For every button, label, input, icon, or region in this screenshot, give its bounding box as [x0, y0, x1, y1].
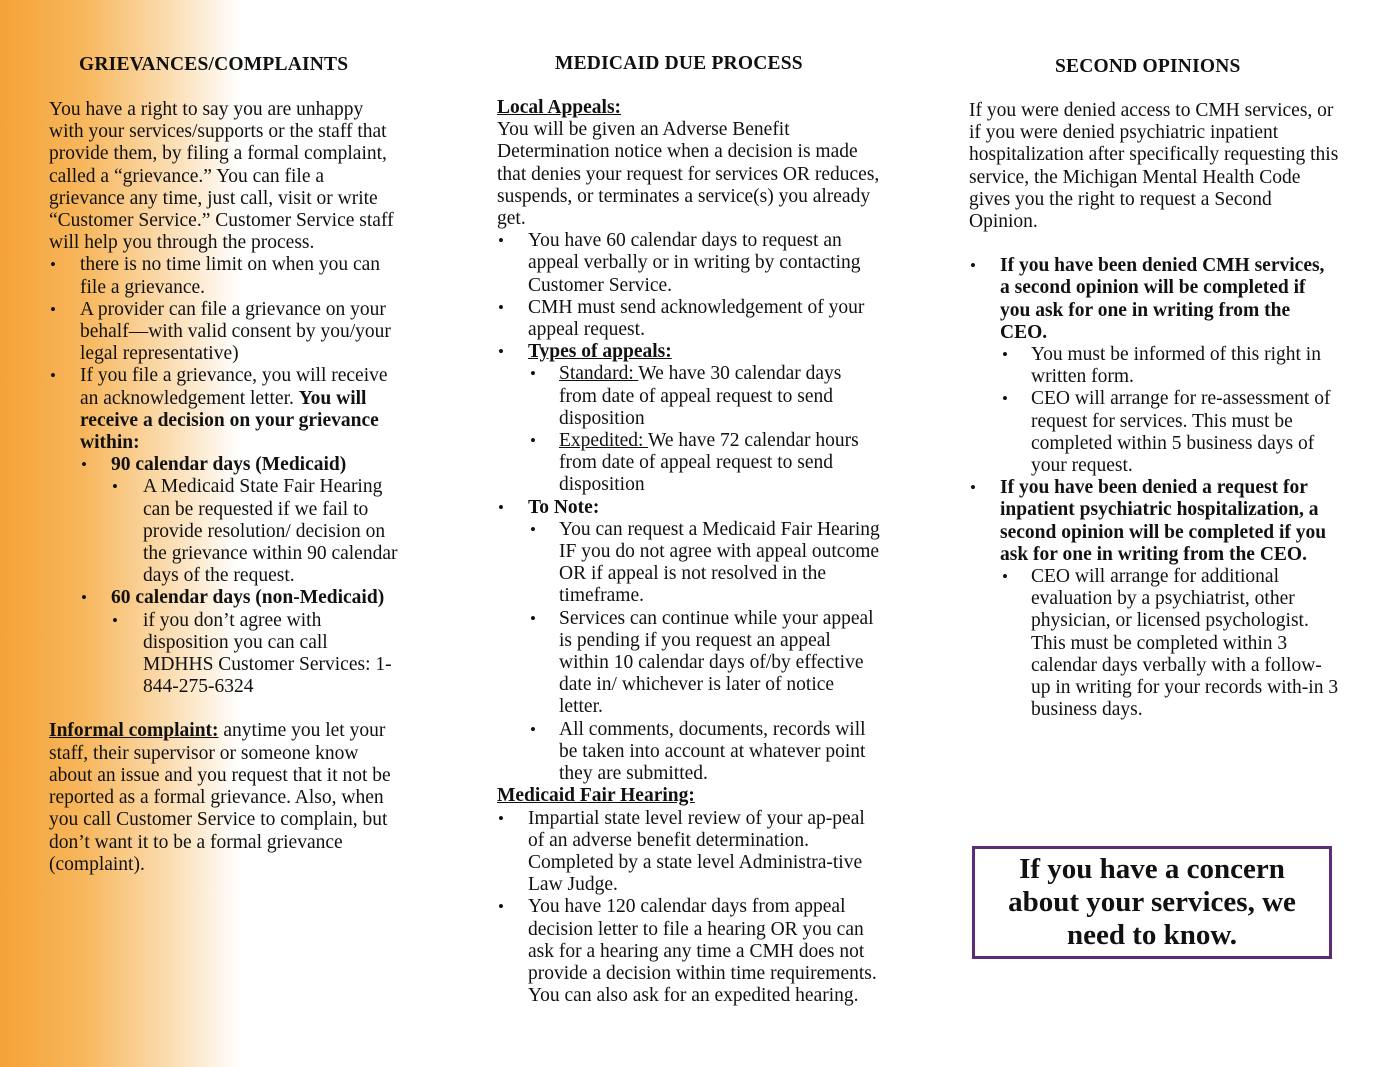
fair-hearing-label-line: [497, 785, 882, 807]
list-item: [497, 519, 882, 608]
second-opinions-heading: SECOND OPINIONS: [1055, 56, 1241, 77]
list-item-text: CMH must send acknowledgement of your appeal request.: [528, 296, 865, 341]
list-item: [497, 808, 882, 897]
list-item-text: You have 120 calendar days from appeal decision letter to file a hearing OR you can ask for a hearing any time a CMH does not provide a decision within time requirements. You can also ask for an expedited hearing.: [528, 896, 877, 1007]
list-item: [49, 476, 399, 587]
grievances-body: [49, 99, 399, 876]
fair-hearing-list: [497, 808, 882, 1008]
second-opinions-body: [969, 100, 1339, 721]
grievances-intro: You have a right to say you are unhappy with your services/supports or the staff that provide them, by filing a formal complaint, called a “grievance.” You can file a grievance any time, just call, visit or write “Customer Service.” Customer Service staff will help you through the process.: [49, 99, 394, 254]
list-item-text: Impartial state level review of your ap-peal of an adverse benefit determination. Completed by a state level Administra-tive Law Judge.: [528, 807, 865, 896]
second-opinions-intro: If you were denied access to CMH services, or if you were denied psychiatric inpatient hospitalization after specifically requesting this service, the Michigan Mental Health Code gives you the right to request a Second Opinion.: [969, 100, 1339, 233]
due-process-body: [497, 97, 882, 1007]
list-item: [497, 497, 882, 519]
list-item-text: A provider can file a grievance on your behalf—with valid consent by you/your legal representative): [80, 298, 391, 365]
informal-complaint-label: Informal complaint:: [49, 720, 219, 742]
informal-complaint-text: anytime you let your staff, their supervisor or someone know about an issue and you request that it not be reported as a formal grievance. Also, when you call Customer Service to complain, but don’t want it to be a formal grievance (complaint).: [49, 720, 391, 875]
fair-hearing-label: Medicaid Fair Hearing:: [497, 785, 695, 807]
local-appeals-text: You will be given an Adverse Benefit Determination notice when a decision is made that denies your request for services OR reduces, suspends, or terminates a service(s) you already get.: [497, 119, 880, 230]
list-item: [497, 297, 882, 341]
list-item: [969, 388, 1339, 477]
list-item: [969, 566, 1339, 721]
standard-label: Standard:: [559, 363, 639, 385]
list-item-text: A Medicaid State Fair Hearing can be requested if we fail to provide resolution/ decision on the grievance within 90 calendar days of the request.: [143, 476, 398, 587]
informal-complaint-paragraph: [49, 720, 399, 875]
list-item-text: If you file a grievance, you will receive an acknowledgement letter.: [80, 365, 388, 409]
second-opinions-list: [969, 255, 1339, 721]
denied-cmh-bullet: If you have been denied CMH services, a second opinion will be completed if you ask for one in writing from the CEO.: [1000, 255, 1325, 343]
list-item-text: CEO will arrange for additional evaluation by a psychiatrist, other physician, or licensed psychologist. This must be completed within 3 calendar days verbally with a follow-up in writing for your records with-in 3 business days.: [1031, 566, 1339, 721]
list-item: [497, 230, 882, 297]
local-appeals-paragraph: [497, 97, 882, 230]
types-of-appeals-label: Types of appeals:: [528, 341, 672, 363]
denied-inpatient-bullet: If you have been denied a request for inpatient psychiatric hospitalization, a second opinion will be completed if you ask for one in writing from the CEO.: [1000, 477, 1327, 565]
list-item-text: if you don’t agree with disposition you can call MDHHS Customer Services: 1-844-275-6324: [143, 609, 392, 698]
due-process-list: [497, 230, 882, 785]
list-item: [497, 363, 882, 430]
list-item: [497, 608, 882, 719]
list-item: [497, 430, 882, 497]
grievances-list: [49, 254, 399, 698]
non-medicaid-timeline: 60 calendar days (non-Medicaid): [111, 587, 385, 609]
spacer: [969, 233, 1339, 255]
list-item: [969, 477, 1339, 566]
list-item-text: CEO will arrange for re-assessment of request for services. This must be completed within 5 business days of your request.: [1031, 388, 1331, 477]
list-item: [49, 254, 399, 298]
list-item: [49, 299, 399, 366]
list-item: [969, 344, 1339, 388]
local-appeals-label: Local Appeals:: [497, 97, 622, 118]
list-item: [497, 341, 882, 363]
list-item-text: All comments, documents, records will be taken into account at whatever point they are submitted.: [559, 718, 866, 785]
list-item-text: You have 60 calendar days to request an appeal verbally or in writing by contacting Customer Service.: [528, 230, 861, 296]
spacer: [49, 698, 399, 720]
grievances-heading: GRIEVANCES/COMPLAINTS: [79, 54, 349, 75]
list-item-text: We have 72 calendar hours from date of appeal request to send disposition: [559, 430, 859, 496]
list-item: [49, 610, 399, 699]
list-item: [49, 587, 399, 609]
to-note-label: To Note:: [528, 496, 600, 518]
list-item-text: You must be informed of this right in written form.: [1031, 344, 1321, 388]
due-process-heading: MEDICAID DUE PROCESS: [555, 53, 803, 74]
list-item: [969, 255, 1339, 344]
list-item-text: Services can continue while your appeal is pending if you request an appeal within 10 calendar days of/by effective date in/ whichever is later of notice letter.: [559, 607, 874, 718]
list-item-text: there is no time limit on when you can file a grievance.: [80, 254, 381, 298]
medicaid-timeline: 90 calendar days (Medicaid): [111, 454, 347, 476]
list-item: [497, 896, 882, 1007]
expedited-label: Expedited:: [559, 430, 648, 452]
decision-timeline-label: You will receive a decision on your grievance within:: [80, 387, 379, 454]
list-item: [49, 365, 399, 454]
concern-callout-box: [972, 846, 1332, 959]
list-item: [49, 454, 399, 476]
list-item-text: You can request a Medicaid Fair Hearing IF you do not agree with appeal outcome OR if appeal is not resolved in the timeframe.: [559, 518, 880, 607]
concern-callout-text: If you have a concern about your services, we need to know.: [1008, 853, 1296, 951]
list-item: [497, 719, 882, 786]
list-item-text: We have 30 calendar days from date of appeal request to send disposition: [559, 363, 842, 429]
